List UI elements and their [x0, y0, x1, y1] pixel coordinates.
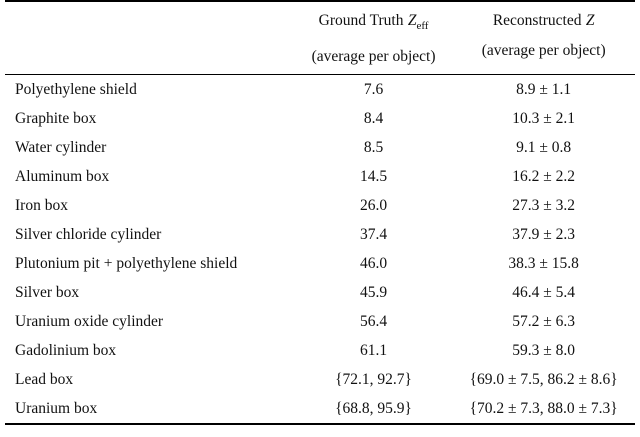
recon-value: 10.3 ± 2.1 — [512, 110, 576, 128]
table-row — [5, 133, 635, 162]
gt-value: {68.8, 95.9} — [335, 400, 412, 418]
recon-value: 16.2 ± 2.2 — [512, 168, 576, 186]
object-label: Water cylinder — [15, 139, 107, 157]
gt-header-text: Ground Truth — [318, 12, 404, 29]
reconstructed-column-header — [452, 2, 635, 75]
gt-value: 8.4 — [363, 110, 384, 128]
object-label: Silver box — [15, 284, 80, 302]
z-eff-subscript: eff — [416, 20, 429, 33]
table-row — [5, 104, 635, 133]
gt-value: 14.5 — [359, 168, 388, 186]
table-row — [5, 220, 635, 249]
table-row — [5, 394, 635, 423]
gt-value: {72.1, 92.7} — [335, 371, 412, 389]
ground-truth-column-header — [295, 2, 453, 75]
object-label: Lead box — [15, 371, 74, 389]
object-label: Iron box — [15, 197, 68, 215]
table-row — [5, 278, 635, 307]
results-table — [5, 2, 635, 423]
table-row — [5, 307, 635, 336]
table-bottom-rule — [5, 423, 635, 425]
object-column-header — [5, 2, 295, 75]
gt-value: 26.0 — [359, 197, 388, 215]
recon-value: 9.1 ± 0.8 — [516, 139, 572, 157]
gt-value: 45.9 — [359, 284, 388, 302]
object-label: Plutonium pit + polyethylene shield — [15, 255, 238, 273]
table-body — [5, 75, 635, 424]
recon-value: 46.4 ± 5.4 — [512, 284, 576, 302]
object-label: Graphite box — [15, 110, 97, 128]
table-row — [5, 75, 635, 105]
gt-value: 7.6 — [363, 81, 384, 99]
recon-value: 8.9 ± 1.1 — [516, 81, 572, 99]
z-symbol: Z — [407, 12, 417, 29]
table-row — [5, 365, 635, 394]
object-label: Uranium box — [15, 400, 98, 418]
recon-value: 57.2 ± 6.3 — [512, 313, 576, 331]
table-row — [5, 249, 635, 278]
gt-value: 56.4 — [359, 313, 388, 331]
table-row — [5, 162, 635, 191]
gt-value: 61.1 — [359, 342, 388, 360]
recon-value: 38.3 ± 15.8 — [508, 255, 579, 273]
recon-header-text: Reconstructed — [492, 12, 582, 29]
gt-value: 46.0 — [359, 255, 388, 273]
recon-value: {70.2 ± 7.3, 88.0 ± 7.3} — [469, 400, 618, 418]
object-label: Uranium oxide cylinder — [15, 313, 164, 331]
gt-value: 8.5 — [363, 139, 384, 157]
z-symbol: Z — [585, 12, 595, 29]
table-header — [5, 2, 635, 75]
table-row — [5, 336, 635, 365]
recon-value: 37.9 ± 2.3 — [512, 226, 576, 244]
gt-value: 37.4 — [359, 226, 388, 244]
recon-header-subtitle: (average per object) — [481, 42, 606, 59]
object-label: Gadolinium box — [15, 342, 117, 360]
table-row — [5, 191, 635, 220]
object-label: Aluminum box — [15, 168, 110, 186]
object-label: Polyethylene shield — [15, 81, 137, 99]
recon-value: 27.3 ± 3.2 — [512, 197, 576, 215]
recon-value: {69.0 ± 7.5, 86.2 ± 8.6} — [469, 371, 618, 389]
gt-header-subtitle: (average per object) — [311, 48, 436, 66]
object-label: Silver chloride cylinder — [15, 226, 162, 244]
recon-value: 59.3 ± 8.0 — [512, 342, 576, 360]
